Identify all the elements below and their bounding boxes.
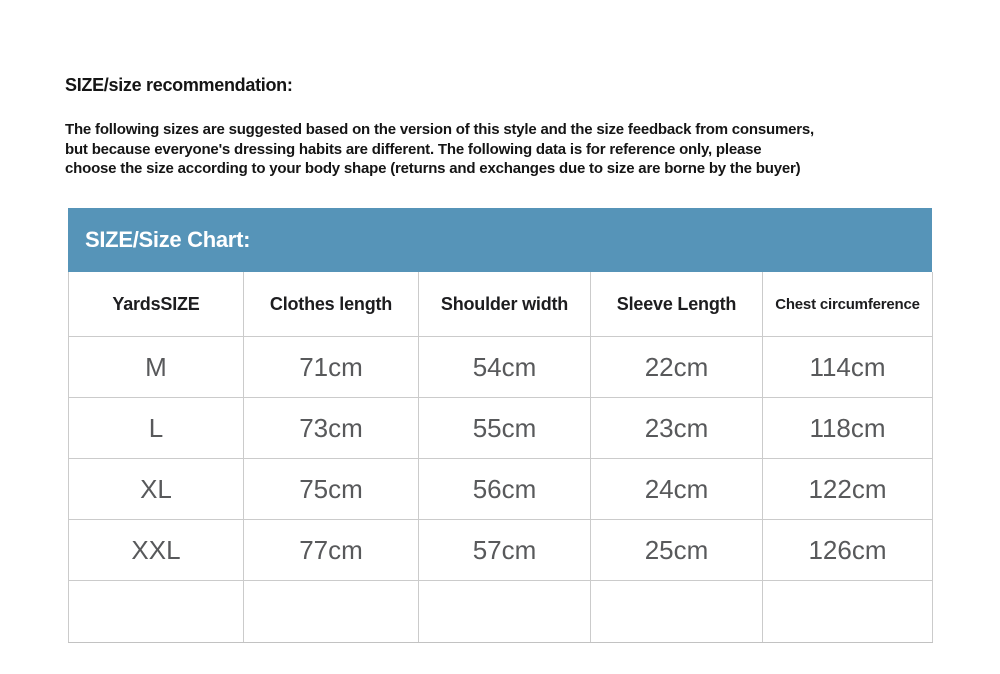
size-chart-title-bar: SIZE/Size Chart:	[68, 208, 932, 272]
intro-paragraph-line-1: The following sizes are suggested based on the version of this style and the size feedback from consumers,	[65, 121, 814, 138]
shoulder-width-cell: 56cm	[419, 459, 591, 520]
chest-circumference-cell: 122cm	[763, 459, 933, 520]
clothes-length-cell: 77cm	[244, 520, 419, 581]
shoulder-width-cell	[419, 581, 591, 643]
shoulder-width-cell: 54cm	[419, 337, 591, 398]
column-header-chest-circumference: Chest circumference	[763, 272, 933, 337]
chest-circumference-cell	[763, 581, 933, 643]
clothes-length-cell	[244, 581, 419, 643]
size-cell: XXL	[69, 520, 244, 581]
table-row-l	[69, 398, 933, 459]
size-chart-table	[68, 272, 933, 643]
size-cell: XL	[69, 459, 244, 520]
chest-circumference-cell: 126cm	[763, 520, 933, 581]
sleeve-length-cell: 23cm	[591, 398, 763, 459]
sleeve-length-cell: 22cm	[591, 337, 763, 398]
intro-paragraph-line-2: but because everyone's dressing habits are different. The following data is for reference only, please	[65, 140, 762, 158]
table-row-xxl	[69, 520, 933, 581]
intro-paragraph-line-3: choose the size according to your body shape (returns and exchanges due to size are borne by the buyer)	[65, 160, 801, 177]
size-cell	[69, 581, 244, 643]
sleeve-length-cell: 24cm	[591, 459, 763, 520]
column-header-clothes-length: Clothes length	[244, 272, 419, 337]
sleeve-length-cell: 25cm	[591, 520, 763, 581]
size-chart	[68, 208, 932, 643]
shoulder-width-cell: 55cm	[419, 398, 591, 459]
section-heading: SIZE/size recommendation:	[65, 75, 293, 95]
intro-paragraph	[65, 120, 814, 179]
table-row-xl	[69, 459, 933, 520]
chest-circumference-cell: 118cm	[763, 398, 933, 459]
table-row-empty	[69, 581, 933, 643]
sleeve-length-cell	[591, 581, 763, 643]
column-header-sleeve-length: Sleeve Length	[591, 272, 763, 337]
size-cell: M	[69, 337, 244, 398]
column-header-yards-size: YardsSIZE	[69, 272, 244, 337]
clothes-length-cell: 73cm	[244, 398, 419, 459]
column-header-row	[69, 272, 933, 337]
clothes-length-cell: 75cm	[244, 459, 419, 520]
size-cell: L	[69, 398, 244, 459]
chest-circumference-cell: 114cm	[763, 337, 933, 398]
shoulder-width-cell: 57cm	[419, 520, 591, 581]
table-row-m	[69, 337, 933, 398]
column-header-shoulder-width: Shoulder width	[419, 272, 591, 337]
clothes-length-cell: 71cm	[244, 337, 419, 398]
